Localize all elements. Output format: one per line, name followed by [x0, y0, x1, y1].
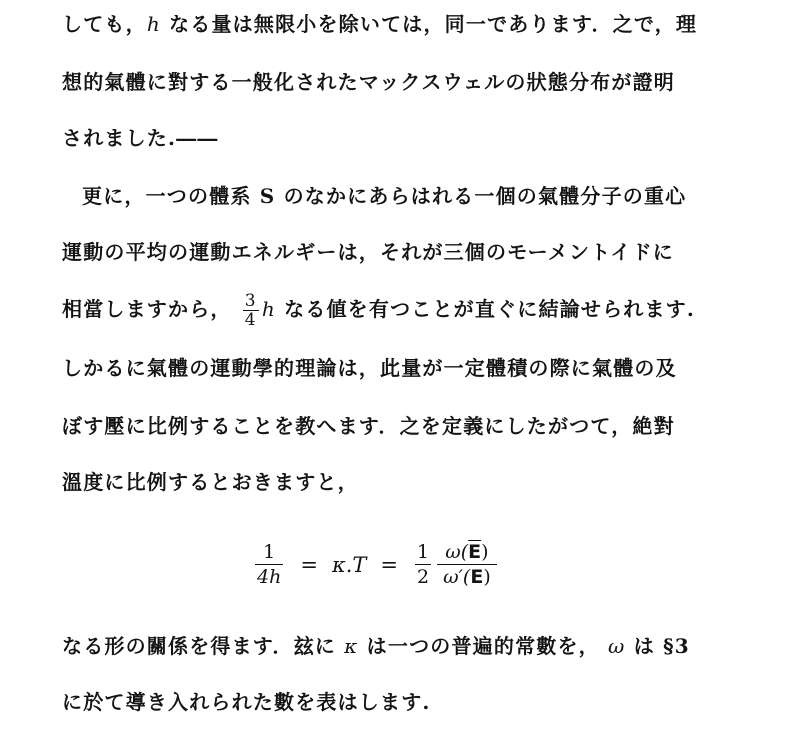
text-line-5: 運動の平均の運動エネルギーは，それが三個のモーメントイドに — [62, 240, 674, 264]
fraction-denominator: 4h — [257, 566, 282, 588]
text-line-10 — [62, 632, 690, 660]
mean-energy-symbol: $\overline{E}$ — [468, 541, 482, 563]
fraction-denominator: 4 — [244, 310, 257, 330]
symbol-kappa: κ — [344, 634, 359, 658]
equals-sign: = — [300, 552, 318, 577]
text-line-3: されました.―― — [62, 126, 219, 150]
text-line-1 — [62, 10, 697, 38]
equation-lhs-fraction — [255, 540, 283, 589]
display-equation — [252, 540, 500, 589]
fraction-denominator — [437, 564, 497, 589]
symbol-h: h — [146, 12, 161, 36]
omega-prime-symbol: ω′( — [443, 566, 471, 588]
text-fragment: は一つの普遍的常數を， — [366, 634, 600, 658]
text-line-9: 溫度に比例するとおきますと， — [62, 470, 359, 494]
paren: ) — [483, 566, 491, 588]
text-fragment: なる量は無限小を除いては，同一であります．之で，理 — [169, 12, 698, 36]
fraction-numerator — [439, 540, 494, 564]
inline-fraction — [243, 292, 259, 329]
equation-coefficient-fraction — [415, 540, 431, 589]
fraction-numerator: 3 — [244, 291, 257, 311]
text-line-6 — [62, 292, 695, 329]
fraction-numerator: 1 — [417, 541, 430, 563]
symbol-h: h — [261, 297, 276, 321]
text-line-2: 想的氣體に對する一般化されたマックスウェルの狀態分布が證明 — [62, 70, 675, 94]
symbol-omega: ω — [608, 634, 626, 658]
energy-symbol: E — [470, 566, 484, 588]
text-line-4: 更に，一つの體系 S のなかにあらはれる一個の氣體分子の重心 — [82, 184, 687, 208]
text-line-7: しかるに氣體の運動學的理論は，此量が一定體積の際に氣體の及 — [62, 356, 677, 380]
equals-sign: = — [380, 552, 398, 577]
omega-symbol: ω( — [445, 541, 469, 563]
paren: ) — [481, 541, 489, 563]
text-fragment: は §3 — [633, 634, 690, 658]
text-line-8: ぼす壓に比例することを教へます．之を定義にしたがつて，絶對 — [62, 414, 675, 438]
text-fragment: しても， — [62, 12, 147, 36]
equation-omega-fraction — [437, 540, 497, 589]
text-fragment: なる値を有つことが直ぐに結論せられます. — [284, 297, 696, 321]
text-fragment: なる形の關係を得ます．玆に — [62, 634, 336, 658]
text-line-11: に於て導き入れられた數を表はします. — [62, 690, 431, 714]
equation-middle-term: κ.T — [331, 552, 367, 577]
fraction-numerator: 1 — [263, 541, 276, 563]
text-fragment: 相當しますから， — [62, 297, 232, 321]
fraction-denominator: 2 — [417, 566, 430, 588]
